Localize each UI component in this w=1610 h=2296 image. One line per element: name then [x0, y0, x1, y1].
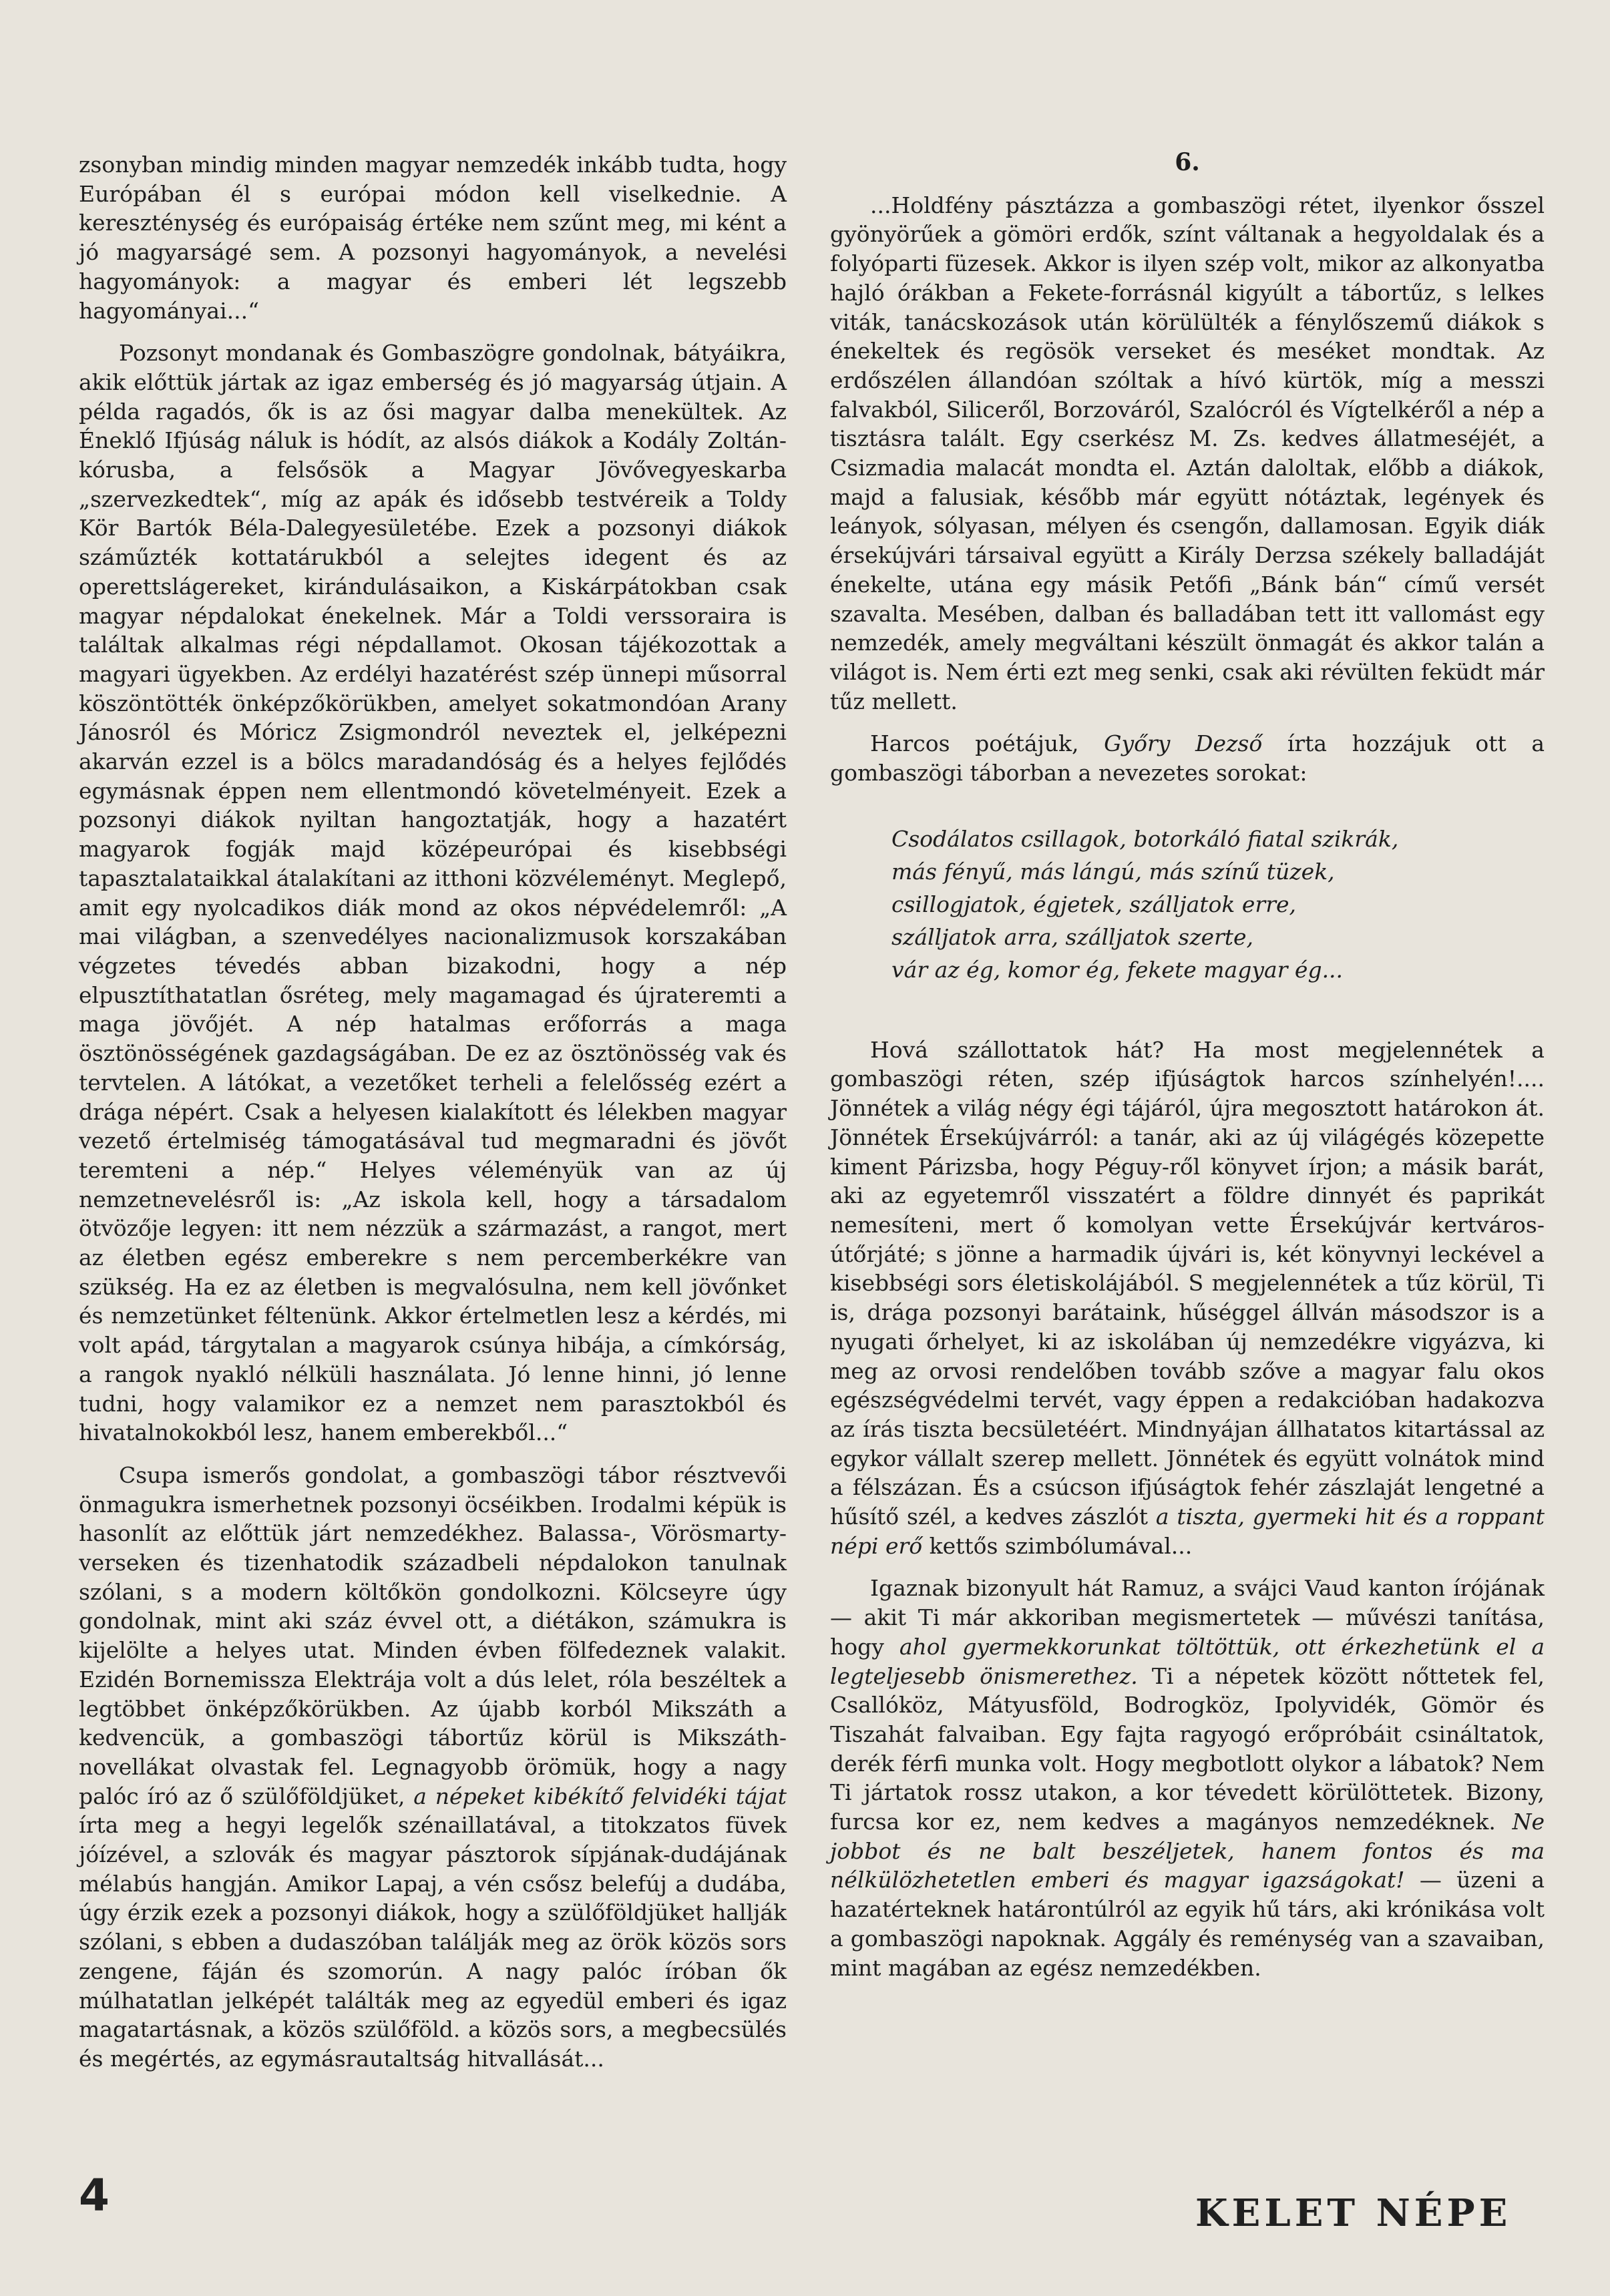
- poem-line: csillogjatok, égjetek, szálljatok erre,: [891, 891, 1296, 917]
- right-paragraph-4-text: Igaznak bizonyult hát Ramuz, a svájci Vaud kanton írójának — akit Ti már akkoriban megismertetek — művészi tanítása, hogy: [830, 1575, 1545, 1660]
- poet-name: Győry Dezső: [1104, 730, 1263, 757]
- left-paragraph-3: [79, 1461, 787, 2074]
- right-column: [830, 148, 1545, 1982]
- right-paragraph-2-text: Harcos poétájuk,: [870, 730, 1079, 757]
- right-paragraph-3: [830, 1036, 1545, 1561]
- section-number: 6.: [1175, 148, 1200, 176]
- poem-line: más fényű, más lángú, más színű tüzek,: [891, 858, 1335, 885]
- right-paragraph-2: [830, 729, 1545, 787]
- poem-line: szálljatok arra, szálljatok szerte,: [891, 923, 1254, 950]
- right-paragraph-1: ...Holdfény pásztázza a gombaszögi rétet, ilyenkor ősszel gyönyörűek a gömöri erdők, színt váltanak a hegyoldalak és a folyóparti füzesek. Akkor is ilyen szép volt, mikor az alkonyatba hajló órákban a Fekete-forrásnál kigyúlt a tábortűz, s lelkes viták, tanácskozások után körülülték a fénylőszemű diákok s énekeltek és regösök verseket és meséket mondtak. Az erdőszélen állandóan szóltak a hívó kürtök, míg a messzi falvakból, Siliceről, Borzováról, Szalócról és Vígtelkéről a nép a tisztásra talált. Egy cserkész M. Zs. kedves állatmeséjét, a Csizmadia malacát mondta el. Aztán daloltak, előbb a diákok, majd a falusiak, később már együtt nótáztak, legények és leányok, sólyasan, mélyen és csengőn, dallamosan. Egyik diák érsekújvári társaival együtt a Király Derzsa székely balladáját énekelte, utána egy másik Petőfi „Bánk bán“ című versét szavalta. Mesében, dalban és balladában tett itt vallomást egy nemzedék, amely megváltani készült önmagát és akkor talán a világot is. Nem érti ezt meg senki, csak aki révülten feküdt már tűz mellett.: [830, 192, 1545, 714]
- right-paragraph-3-emphasis: a tiszta, gyermeki hit és a roppant népi erő: [830, 1504, 1545, 1559]
- left-paragraph-2: Pozsonyt mondanak és Gombaszögre gondolnak, bátyáikra, akik előttük jártak az igaz emberség és jó magyarság útjain. A példa ragadós, ők is az ősi magyar dalba menekültek. Az Éneklő Ifjúság náluk is hódít, az alsós diákok a Kodály Zoltán-kórusba, a felsősök a Magyar Jövővegyeskarba „szervezkedtek“, míg az apák és idősebb testvéreik a Toldy Kör Bartók Béla-Dalegyesületébe. Ezek a pozsonyi diákok száműzték kottatárukból a selejtes idegent és az operettslágereket, kirándulásaikon, a Kiskárpátokban csak magyar népdalokat énekelnek. Már a Toldi verssoraira is találtak alkalmas régi népdallamot. Okosan tájékozottak a magyari ügyekben. Az erdélyi hazatérést szép ünnepi műsorral köszöntötték önképzőkörükben, amelyet sokatmondóan Arany Jánosról és Móricz Zsigmondról neveztek el, jelképezni akarván ezzel is a bölcs maradandóság és a helyes fejlődés egymásnak éppen nem ellentmondó követelményeit. Ezek a pozsonyi diákok nyiltan hangoztatják, hogy a hazatért magyarok fogják majd középeurópai és kisebbségi tapasztalataikkal átalakítani az itthoni közvéleményt. Meglepő, amit egy nyolcadikos diák mond az okos népvédelemről: „A mai világban, a szenvedélyes nacionalizmusok korszakában végzetes tévedés abban bizakodni, hogy a nép elpusztíthatatlan ősréteg, mely magamagad és újrateremti a maga jövőjét. A nép hatalmas erőforrás a maga ösztönösségének gazdagságában. De ez az ösztönösség vak és tervtelen. A látókat, a vezetőket terheli a felelősség ezért a drága népért. Csak a helyesen kialakított és lélekben magyar vezető értelmiség támogatásával tud megmaradni és jövőt teremteni a nép.“ Helyes véleményük van az új nemzetnevelésről is: „Az iskola kell, hogy a társadalom ötvözője legyen: itt nem nézzük a származást, a rangot, mert az életben egész emberekre s nem percemberkékre van szükség. Ha ez az életben is megvalósulna, nem kell jövőnket és nemzetünket féltenünk. Akkor értelmetlen lesz a kérdés, mi volt apád, tárgytalan a magyarok csúnya hibája, a címkórság, a rangok nyakló nélküli használata. Jó lenne hinni, jó lenne tudni, hogy valamikor ez a nemzet nem parasztokból és hivatalnokokból lesz, hanem emberekből...“: [79, 340, 787, 1446]
- right-paragraph-2-tail: írta hozzájuk ott a gombaszögi táborban a nevezetes sorokat:: [830, 730, 1545, 786]
- right-paragraph-4: [830, 1574, 1545, 1982]
- right-paragraph-3-text: Hová szállottatok hát? Ha most megjelennétek a gombaszögi réten, szép ifjúságtok harcos színhelyén!.... Jönnétek a világ négy égi tájáról, újra megosztott határokon át. Jönnétek Érsekújvárról: a tanár, aki az új világégés közepette kiment Párizsba, hogy Péguy-ről könyvet írjon; a másik barát, aki az egyetemről visszatért a földre dinnyét és paprikát nemesíteni, mert ő komolyan vette Érsekújvár kertváros-útőrjáté; s jönne a harmadik újvári is, két könyvnyi leckével a kisebbségi sors életiskolájából. S megjelennétek a tűz körül, Ti is, drága pozsonyi barátaink, hűséggel állván másodszor is a nyugati őrhelyet, ki az iskolában új nemzedékre vigyázva, ki meg az orvosi rendelőben tovább szőve a magyar falu okos egészségvédelmi tervét, vagy éppen a redakcióban hadakozva az írás tiszta becsületéért. Mindnyájan állhatatos kitartással az egykor vállalt szerep mellett. Jönnétek és együtt volnátok mind a félszázan. És a csúcson ifjúságtok fehér zászlaját lengetné a hűsítő szél, a kedves zászlót: [830, 1036, 1545, 1530]
- right-paragraph-3-tail: kettős szimbólumával...: [929, 1532, 1193, 1559]
- right-paragraph-4-tail: — üzeni a hazatérteknek határontúlról az egyik hű társ, aki krónikása volt a gombaszögi napoknak. Aggály és reménység van a szavaiban, mint magában az egész nemzedékben.: [830, 1867, 1545, 1981]
- companion-quote: Ne jobbot és ne balt beszéljetek, hanem fontos és ma nélkülözhetetlen emberi és magyar igazságokat!: [830, 1809, 1545, 1893]
- poem-line: vár az ég, komor ég, fekete magyar ég...: [891, 956, 1344, 983]
- page-number: 4: [79, 2170, 110, 2221]
- left-paragraph-3-tail: írta meg a hegyi legelők szénaillatával, a titokzatos füvek jóízével, a szlovák és magyar pásztorok sípjának-dudájának mélabús hangján. Amikor Lapaj, a vén csősz belefúj a dudába, úgy érzik ezek a pozsonyi diákok, hogy a szülőföldjüket hallják szólani, s ebben a dudaszóban találják meg az örök közös sors zengene, fáján és szomorún. A nagy palóc íróban ők múlhatatlan jelképét találták meg az egyedül emberi és igaz magatartásnak, a közös szülőföld. a közös sors, a megbecsülés és megértés, az egymásrautaltság hitvallását...: [79, 1812, 787, 2072]
- left-paragraph-1: zsonyban mindig minden magyar nemzedék inkább tudta, hogy Európában él s európai módon kell viselkednie. A kereszténység és európaiság értéke nem szűnt meg, mi ként a jó magyarságé sem. A pozsonyi hagyományok, a nevelési hagyományok: a magyar és emberi lét legszebb hagyományai...“: [79, 152, 787, 324]
- ramuz-quote: ahol gyermekkorunkat töltöttük, ott érkezhetünk el a legteljesebb önismerethez.: [830, 1633, 1545, 1689]
- right-paragraph-4-middle: Ti a népetek között nőttetek fel, Csallóköz, Mátyusföld, Bodrogköz, Ipolyvidék, Gömör és Tiszahát falvaiban. Egy fajta ragyogó erőpróbáit csináltatok, derék férfi munka volt. Hogy megbotlott olykor a lábatok? Nem Ti jártatok rossz utakon, a kor tévedett körülöttetek. Bizony, furcsa kor ez, nem kedves a magányos nemzedéknek.: [830, 1662, 1545, 1835]
- poem: [891, 823, 1545, 986]
- left-paragraph-3-emphasis: a népeket kibékítő felvidéki tájat: [413, 1783, 787, 1809]
- masthead: KELET NÉPE: [1195, 2191, 1512, 2235]
- poem-line: Csodálatos csillagok, botorkáló fiatal szikrák,: [891, 825, 1399, 852]
- left-column: [79, 150, 787, 2074]
- left-paragraph-3-text: Csupa ismerős gondolat, a gombaszögi tábor résztvevői önmagukra ismerhetnek pozsonyi öcséikben. Irodalmi képük is hasonlít az előttük járt nemzedékhez. Balassa-, Vörösmarty-verseken és tizenhatodik századbeli népdalokon tanulnak szólani, s a modern költőkön gondolkozni. Kölcseyre úgy gondolnak, mint aki száz évvel ott, a diétákon, számukra is kijelölte a helyes utat. Minden évben fölfedeznek valakit. Ezidén Bornemissza Elektrája volt a dús lelet, róla beszéltek a legtöbbet önképzőkörükben. Az újabb korból Mikszáth a kedvencük, a gombaszögi tábortűz körül is Mikszáth-novellákat olvastak fel. Legnagyobb örömük, hogy a nagy palóc író az ő szülőföldjüket,: [79, 1461, 787, 1809]
